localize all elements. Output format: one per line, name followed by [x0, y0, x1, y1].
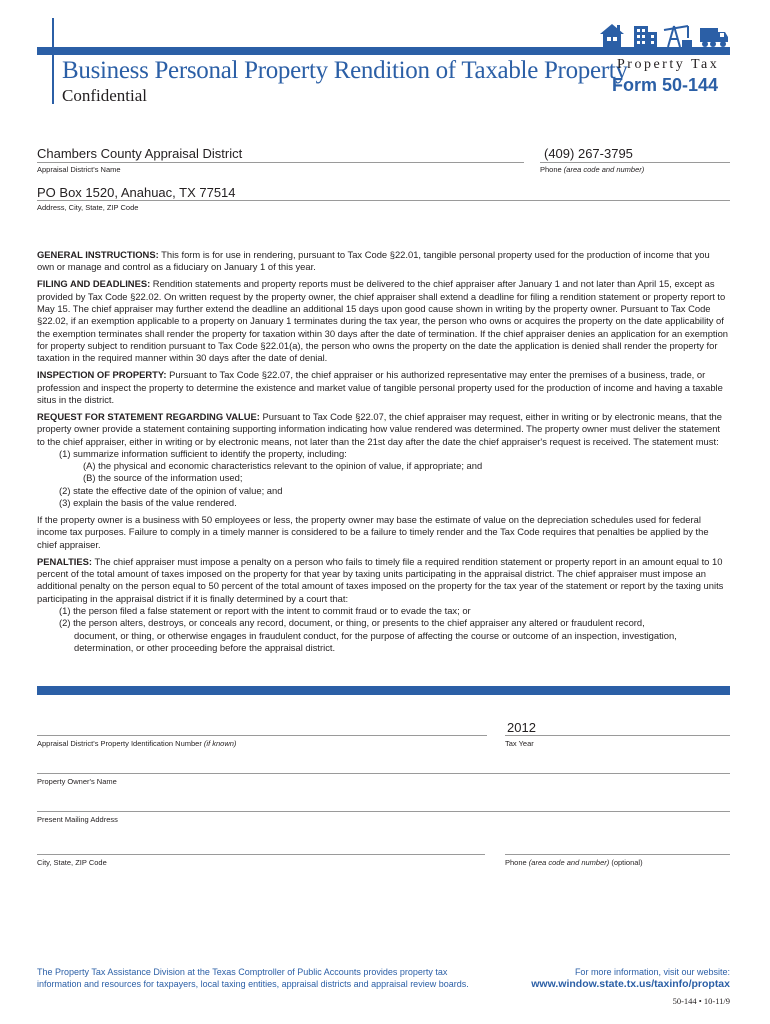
footer-info — [37, 966, 469, 990]
footer-info-line: information and resources for taxpayers, local taxing entities, appraisal districts and appraisal review boards. — [37, 979, 469, 989]
tax-year-value[interactable]: 2012 — [507, 720, 536, 735]
request-item: (A) the physical and economic characteristics relevant to the opinion of value, if appropriate; and — [83, 460, 483, 472]
truck-icon — [700, 28, 728, 47]
footer-info-line: The Property Tax Assistance Division at the Texas Comptroller of Public Accounts provides property tax — [37, 967, 448, 977]
penalties-item: (1) the person filed a false statement or report with the intent to commit fraud or to evade the tax; or — [59, 605, 471, 616]
district-phone-value[interactable]: (409) 267-3795 — [544, 146, 633, 161]
tax-year-line — [505, 735, 730, 736]
penalties-item: determination, or other proceeding before the appraisal district. — [74, 641, 336, 653]
form-subtitle: Confidential — [62, 86, 147, 105]
request-item: (2) state the effective date of the opinion of value; and — [59, 484, 283, 496]
house-icon — [600, 24, 624, 47]
request-statement: REQUEST FOR STATEMENT REGARDING VALUE: Pursuant to Tax Code §22.07, the chief appraiser may request, either in writing or by electronic means, that the property owner provide a statement containing supporting information indicating how value rendered was determined. The property owner must deliver the statement to the chief appraiser, either in writing or by electronic means, not later than the 21st day after the date the chief appraiser's request is received. The statement must: — [37, 410, 722, 447]
form-number: Form 50-144 — [612, 75, 719, 95]
form-revision-code: 50-144 • 10-11/9 — [672, 996, 730, 1006]
penalties-item: (2) the person alters, destroys, or conceals any record, document, or thing, or presents to the chief appraiser any altered or fraudulent record, — [59, 617, 645, 629]
owner-name-line[interactable] — [37, 773, 730, 774]
request-item: (3) explain the basis of the value rendered. — [59, 497, 237, 509]
penalties-item: document, or thing, or otherwise engages in fraudulent conduct, for the purpose of affecting the course or outcome of an inspection, investigation, — [74, 629, 677, 641]
penalties: PENALTIES: The chief appraiser must impose a penalty on a person who fails to timely file a required rendition statement or property report in an amount equal to 10 percent of the total amount of taxes imposed on the property for that year by taxing units participating in the appraisal district. The chief appraiser must impose an additional penalty on the person equal to 50 percent of the total amount of taxes imposed on the property for the tax year of the statement or report by the taxing units participating in the appraisal district if it is finally determined by a court that: — [37, 555, 724, 604]
footer-website — [531, 966, 730, 990]
city-state-zip-label: City, State, ZIP Code — [37, 858, 107, 867]
district-phone-label: Phone (area code and number) — [540, 165, 645, 174]
tax-year-label: Tax Year — [505, 739, 534, 748]
section-divider-bar — [37, 686, 730, 695]
request-item: (B) the source of the information used; — [83, 472, 243, 484]
district-name-label: Appraisal District's Name — [37, 165, 121, 174]
mailing-address-label: Present Mailing Address — [37, 815, 118, 824]
oil-derrick-icon — [664, 26, 692, 47]
instructions-block — [37, 249, 729, 654]
district-name-line — [37, 162, 524, 163]
header-blue-bar — [37, 47, 730, 55]
district-address-line — [37, 200, 730, 201]
mailing-address-line[interactable] — [37, 811, 730, 812]
filing-deadlines: FILING AND DEADLINES: Rendition statements and property reports must be delivered to the chief appraiser after January 1 and not later than April 15, except as provided by Tax Code §22.02. On written request by the property owner, the chief appraiser shall extend a deadline for filing a rendition statement or property report to May 15. The chief appraiser may further extend the deadline an additional 15 days upon good cause shown in writing by the property owner. Pursuant to Tax Code §22.02, if an exemption applicable to a property on January 1 terminates during the tax year, the person who owns or acquires the property on the date applicability of the exemption terminates shall render the property for taxation within 30 days after the date of termination. If the chief appraiser denies an application for an exemption for property subject to rendition pursuant to Tax Code §22.01(a), the person who owns the property on the date the application is denied shall render the property for taxation in the required manner within 30 days after the date of denial. — [37, 278, 729, 364]
owner-name-label: Property Owner's Name — [37, 777, 117, 786]
property-id-label: Appraisal District's Property Identification Number (if known) — [37, 739, 237, 748]
header-vertical-rule — [52, 18, 54, 104]
footer-website-intro: For more information, visit our website: — [574, 967, 730, 977]
request-item: (1) summarize information sufficient to identify the property, including: — [59, 447, 347, 459]
owner-phone-line[interactable] — [505, 854, 730, 855]
district-address-label: Address, City, State, ZIP Code — [37, 203, 139, 212]
form-category: Property Tax — [617, 57, 720, 72]
employees-note: If the property owner is a business with 50 employees or less, the property owner may base the estimate of value on the depreciation schedules used for federal income tax purposes. Failure to comply in a timely manner is considered to be a failure to timely render and the Tax Code requires that penalties be applied by the chief appraiser. — [37, 514, 709, 550]
property-icons — [598, 20, 730, 48]
property-id-line[interactable] — [37, 735, 487, 736]
form-title: Business Personal Property Rendition of Taxable Property — [62, 57, 628, 84]
city-state-zip-line[interactable] — [37, 854, 485, 855]
district-address-value[interactable]: PO Box 1520, Anahuac, TX 77514 — [37, 185, 236, 200]
district-phone-line — [540, 162, 730, 163]
owner-phone-label: Phone (area code and number) (optional) — [505, 858, 643, 867]
website-link[interactable]: www.window.state.tx.us/taxinfo/proptax — [531, 978, 730, 990]
general-instructions: GENERAL INSTRUCTIONS: This form is for use in rendering, pursuant to Tax Code §22.01, tangible personal property used for the production of income that you own or manage and control as a fiduciary on January 1 of this year. — [37, 249, 710, 273]
district-name-value[interactable]: Chambers County Appraisal District — [37, 146, 243, 161]
inspection-of-property: INSPECTION OF PROPERTY: Pursuant to Tax Code §22.07, the chief appraiser or his authorized representative may enter the premises of a business, trade, or profession and inspect the property to determine the existence and market value of tangible personal property used for the production of income and having a taxable situs in the district. — [37, 369, 723, 405]
office-building-icon — [634, 26, 657, 47]
